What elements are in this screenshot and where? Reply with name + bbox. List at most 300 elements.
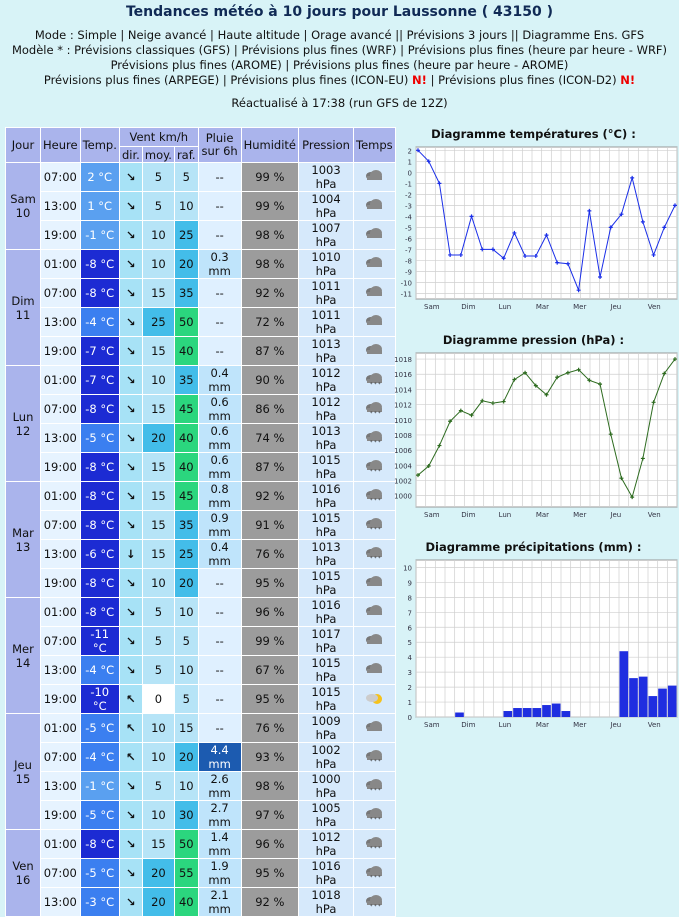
cell-temp: -8 °C (80, 250, 119, 279)
cell-humidity: 93 % (241, 743, 298, 772)
table-row (6, 221, 396, 250)
y-tick-label: -8 (405, 257, 412, 266)
mode-simple-link[interactable]: Simple (77, 28, 117, 42)
cell-pressure: 1015 hPa (299, 656, 354, 685)
cell-wind-gust: 15 (174, 714, 198, 743)
table-row (6, 801, 396, 830)
cell-temp: -8 °C (80, 598, 119, 627)
day-label: Ven 16 (6, 830, 41, 917)
cell-temp: -8 °C (80, 569, 119, 598)
cloudy-icon (364, 230, 384, 244)
cell-heure: 19:00 (41, 221, 81, 250)
cell-humidity: 98 % (241, 250, 298, 279)
cell-humidity: 92 % (241, 482, 298, 511)
x-tick-label: Mer (573, 303, 587, 311)
wind-dir-icon: ↘ (119, 279, 142, 308)
svg-text:* * *: * * * (370, 555, 382, 560)
y-tick-label: 1014 (394, 386, 412, 395)
data-bar (639, 677, 648, 717)
y-tick-label: 3 (407, 669, 412, 678)
table-row (6, 250, 396, 279)
cell-heure: 19:00 (41, 337, 81, 366)
col-heure: Heure (41, 128, 81, 163)
cell-rain: 1.9 mm (198, 859, 241, 888)
cell-heure: 01:00 (41, 830, 81, 859)
day-label: Dim 11 (6, 250, 41, 366)
model-gfs-link[interactable]: Prévisions classiques (GFS) (74, 43, 231, 57)
cell-wind-gust: 5 (174, 685, 198, 714)
x-tick-label: Mer (573, 721, 587, 729)
y-tick-label: -2 (405, 191, 412, 200)
cell-temp: -11 °C (80, 627, 119, 656)
cell-wind-avg: 15 (142, 453, 174, 482)
new-badge: N! (620, 73, 636, 87)
data-bar (620, 651, 629, 717)
cell-wind-gust: 40 (174, 888, 198, 917)
y-tick-label: -7 (405, 246, 412, 255)
cell-humidity: 95 % (241, 859, 298, 888)
page-title: Tendances météo à 10 jours pour Laussonne ( 43150 ) (125, 4, 554, 20)
data-bar (542, 705, 551, 717)
table-row (6, 830, 396, 859)
cell-humidity: 99 % (241, 192, 298, 221)
cell-heure: 13:00 (41, 308, 81, 337)
y-tick-label: 6 (407, 624, 412, 633)
cell-wind-avg: 20 (142, 888, 174, 917)
cell-rain: 4.4 mm (198, 743, 241, 772)
wind-dir-icon: ↘ (119, 569, 142, 598)
y-tick-label: -4 (405, 213, 412, 222)
cell-heure: 07:00 (41, 163, 81, 192)
x-tick-label: Mar (535, 721, 550, 729)
cell-humidity: 95 % (241, 685, 298, 714)
table-row (6, 569, 396, 598)
plot-area (416, 147, 677, 299)
table-row (6, 598, 396, 627)
cell-pressure: 1003 hPa (299, 163, 354, 192)
plot-area (416, 560, 677, 717)
col-jour: Jour (6, 128, 41, 163)
cell-temp: -1 °C (80, 221, 119, 250)
data-bar (629, 678, 638, 717)
wind-dir-icon: ↘ (119, 250, 142, 279)
cell-temp: -8 °C (80, 482, 119, 511)
cell-heure: 07:00 (41, 627, 81, 656)
cell-pressure: 1000 hPa (299, 772, 354, 801)
svg-text:* * *: * * * (370, 874, 382, 879)
cell-wind-avg: 10 (142, 221, 174, 250)
cell-heure: 07:00 (41, 395, 81, 424)
pressure-chart-title: Diagramme pression (hPa) : (442, 333, 625, 347)
cell-temp: 1 °C (80, 192, 119, 221)
table-row (6, 279, 396, 308)
cell-temp: -10 °C (80, 685, 119, 714)
y-tick-label: 2 (407, 147, 412, 156)
y-tick-label: 1 (407, 699, 412, 708)
temperature-chart-panel (388, 127, 679, 315)
snow-icon (364, 810, 384, 824)
table-row (6, 859, 396, 888)
cell-humidity: 99 % (241, 627, 298, 656)
cloudy-icon (364, 317, 384, 331)
table-row (6, 511, 396, 540)
x-tick-label: Jeu (610, 303, 622, 311)
cell-rain: -- (198, 598, 241, 627)
cell-wind-avg: 15 (142, 279, 174, 308)
cell-temp: -8 °C (80, 395, 119, 424)
x-tick-label: Lun (498, 303, 512, 311)
model-arpege-link[interactable]: Prévisions plus fines (ARPEGE) (43, 73, 220, 87)
cell-wind-avg: 25 (142, 308, 174, 337)
snow-icon (364, 491, 384, 505)
cell-wind-gust: 10 (174, 656, 198, 685)
cell-heure: 13:00 (41, 656, 81, 685)
table-row (6, 395, 396, 424)
cell-rain: -- (198, 714, 241, 743)
cell-temp: -7 °C (80, 337, 119, 366)
svg-text:* * *: * * * (370, 758, 382, 763)
cell-rain: -- (198, 192, 241, 221)
cell-pressure: 1013 hPa (299, 540, 354, 569)
cell-rain: 0.4 mm (198, 366, 241, 395)
wind-dir-icon: ↘ (119, 888, 142, 917)
cell-pressure: 1004 hPa (299, 192, 354, 221)
cell-pressure: 1011 hPa (299, 308, 354, 337)
y-tick-label: 2 (407, 684, 412, 693)
cloudy-icon (364, 578, 384, 592)
x-tick-label: Jeu (610, 511, 622, 519)
wind-dir-icon: ↘ (119, 337, 142, 366)
day-label: Sam 10 (6, 163, 41, 250)
cell-rain: 0.6 mm (198, 395, 241, 424)
cell-temp: -4 °C (80, 656, 119, 685)
data-bar (523, 708, 532, 717)
table-row (6, 482, 396, 511)
x-tick-label: Sam (424, 511, 440, 519)
col-temp: Temp. (80, 128, 119, 163)
x-tick-label: Jeu (610, 721, 622, 729)
cell-wind-avg: 15 (142, 830, 174, 859)
cell-pressure: 1016 hPa (299, 859, 354, 888)
y-tick-label: 1000 (394, 492, 412, 501)
snow-icon (364, 404, 384, 418)
cell-wind-gust: 40 (174, 424, 198, 453)
cell-wind-gust: 50 (174, 830, 198, 859)
cell-wind-gust: 20 (174, 250, 198, 279)
cell-rain: 2.1 mm (198, 888, 241, 917)
cell-wind-avg: 20 (142, 859, 174, 888)
cell-wind-gust: 45 (174, 395, 198, 424)
svg-text:* * *: * * * (370, 439, 382, 444)
x-tick-label: Sam (424, 721, 440, 729)
cell-wind-gust: 5 (174, 627, 198, 656)
wind-dir-icon: ↘ (119, 424, 142, 453)
cell-temp: 2 °C (80, 163, 119, 192)
cell-humidity: 92 % (241, 888, 298, 917)
plot-area (416, 353, 677, 507)
cell-weather (354, 743, 396, 772)
svg-text:* * *: * * * (370, 845, 382, 850)
cell-heure: 01:00 (41, 250, 81, 279)
cell-heure: 01:00 (41, 714, 81, 743)
cell-heure: 07:00 (41, 859, 81, 888)
mode-3jours-link[interactable]: Prévisions 3 jours (406, 28, 508, 42)
table-row (6, 627, 396, 656)
cell-wind-avg: 5 (142, 656, 174, 685)
y-tick-label: -3 (405, 202, 412, 211)
cell-pressure: 1011 hPa (299, 279, 354, 308)
y-tick-label: -5 (405, 224, 412, 233)
cell-pressure: 1018 hPa (299, 888, 354, 917)
cell-humidity: 95 % (241, 569, 298, 598)
cell-wind-gust: 35 (174, 366, 198, 395)
table-row (6, 192, 396, 221)
cell-wind-avg: 10 (142, 569, 174, 598)
cell-rain: -- (198, 627, 241, 656)
x-tick-label: Lun (498, 511, 512, 519)
y-tick-label: 4 (407, 654, 412, 663)
cell-wind-avg: 5 (142, 192, 174, 221)
wind-dir-icon: ↘ (119, 511, 142, 540)
wind-dir-icon: ↘ (119, 598, 142, 627)
cell-heure: 01:00 (41, 366, 81, 395)
pressure-chart-panel (388, 333, 679, 523)
svg-text:* * *: * * * (370, 526, 382, 531)
y-tick-label: -6 (405, 235, 412, 244)
cell-temp: -8 °C (80, 279, 119, 308)
cell-wind-avg: 15 (142, 337, 174, 366)
cell-temp: -4 °C (80, 743, 119, 772)
cell-humidity: 97 % (241, 801, 298, 830)
cell-heure: 13:00 (41, 424, 81, 453)
y-tick-label: 1016 (394, 371, 412, 380)
table-row (6, 540, 396, 569)
snow-icon (364, 752, 384, 766)
cell-pressure: 1017 hPa (299, 627, 354, 656)
partly-cloudy-night-icon (364, 694, 384, 708)
cell-wind-gust: 40 (174, 337, 198, 366)
cell-pressure: 1013 hPa (299, 424, 354, 453)
page-header (0, 4, 679, 110)
model-arome-hourly-link[interactable]: Prévisions plus fines (heure par heure - AROME) (292, 58, 569, 72)
col-raf: raf. (174, 147, 198, 163)
mode-label: Mode : (34, 28, 74, 42)
x-tick-label: Lun (498, 721, 512, 729)
cell-pressure: 1002 hPa (299, 743, 354, 772)
model-icon-d2-link[interactable]: Prévisions plus fines (ICON-D2) (438, 73, 617, 87)
data-bar (533, 708, 542, 717)
wind-dir-icon: ↖ (119, 714, 142, 743)
cell-pressure: 1007 hPa (299, 221, 354, 250)
update-info: Réactualisé à 17:38 (run GFS de 12Z) (231, 96, 448, 110)
snow-icon (364, 868, 384, 882)
cell-temp: -5 °C (80, 801, 119, 830)
cell-heure: 01:00 (41, 482, 81, 511)
x-tick-label: Sam (424, 303, 440, 311)
mode-altitude-link[interactable]: Haute altitude (217, 28, 300, 42)
col-temps: Temps (354, 128, 396, 163)
cell-rain: -- (198, 279, 241, 308)
svg-text:* * *: * * * (370, 410, 382, 415)
y-tick-label: 1012 (394, 401, 412, 410)
wind-dir-icon: ↖ (119, 743, 142, 772)
cell-heure: 13:00 (41, 888, 81, 917)
precipitation-chart-title: Diagramme précipitations (mm) : (425, 540, 642, 554)
y-tick-label: 0 (407, 169, 412, 178)
cell-wind-avg: 5 (142, 772, 174, 801)
table-row (6, 308, 396, 337)
data-bar (504, 711, 513, 717)
cell-humidity: 96 % (241, 830, 298, 859)
cell-wind-gust: 5 (174, 163, 198, 192)
cell-pressure: 1016 hPa (299, 482, 354, 511)
mode-orage-link[interactable]: Orage avancé (311, 28, 392, 42)
cell-rain: -- (198, 163, 241, 192)
cell-rain: 2.6 mm (198, 772, 241, 801)
cell-humidity: 72 % (241, 308, 298, 337)
model-wrf-hourly-link[interactable]: Prévisions plus fines (heure par heure - WRF) (407, 43, 668, 57)
cell-rain: -- (198, 656, 241, 685)
cell-rain: -- (198, 221, 241, 250)
precipitation-chart-panel (388, 540, 679, 733)
cell-wind-gust: 10 (174, 772, 198, 801)
cell-wind-avg: 15 (142, 395, 174, 424)
x-tick-label: Dim (461, 303, 476, 311)
wind-dir-icon: ↘ (119, 453, 142, 482)
cell-wind-avg: 10 (142, 801, 174, 830)
snow-icon (364, 520, 384, 534)
model-label: Modèle * : (11, 43, 71, 57)
cell-wind-gust: 10 (174, 598, 198, 627)
cloudy-icon (364, 288, 384, 302)
cell-heure: 07:00 (41, 279, 81, 308)
snow-icon (364, 897, 384, 911)
x-tick-label: Dim (461, 511, 476, 519)
y-tick-label: -10 (400, 279, 412, 288)
cell-heure: 13:00 (41, 540, 81, 569)
snow-icon (364, 839, 384, 853)
table-row (6, 163, 396, 192)
cloudy-icon (364, 346, 384, 360)
svg-text:* * *: * * * (370, 816, 382, 821)
cell-humidity: 98 % (241, 772, 298, 801)
cell-rain: -- (198, 337, 241, 366)
y-tick-label: 0 (407, 714, 412, 722)
wind-dir-icon: ↘ (119, 163, 142, 192)
cell-humidity: 90 % (241, 366, 298, 395)
table-row (6, 714, 396, 743)
day-label: Jeu 15 (6, 714, 41, 830)
y-tick-label: 10 (403, 564, 412, 573)
x-tick-label: Mer (573, 511, 587, 519)
x-tick-label: Dim (461, 721, 476, 729)
cell-wind-avg: 15 (142, 511, 174, 540)
x-tick-label: Ven (647, 303, 661, 311)
data-bar (649, 696, 658, 717)
cell-temp: -8 °C (80, 830, 119, 859)
cell-pressure: 1015 hPa (299, 569, 354, 598)
cell-temp: -5 °C (80, 424, 119, 453)
cell-rain: 1.4 mm (198, 830, 241, 859)
snow-icon (364, 549, 384, 563)
y-tick-label: 1018 (394, 356, 412, 365)
mode-ens-gfs-link[interactable]: Diagramme Ens. GFS (522, 28, 645, 42)
cell-pressure: 1015 hPa (299, 685, 354, 714)
svg-text:* * *: * * * (370, 903, 382, 908)
cell-temp: -1 °C (80, 772, 119, 801)
x-tick-label: Mar (535, 303, 550, 311)
cell-rain: 0.8 mm (198, 482, 241, 511)
wind-dir-icon: ↘ (119, 192, 142, 221)
y-tick-label: 1008 (394, 431, 412, 440)
cell-humidity: 86 % (241, 395, 298, 424)
new-badge: N! (412, 73, 427, 87)
model-wrf-link[interactable]: Prévisions plus fines (WRF) (241, 43, 397, 57)
cell-wind-gust: 35 (174, 279, 198, 308)
y-tick-label: 7 (407, 609, 412, 618)
cell-humidity: 76 % (241, 714, 298, 743)
cell-heure: 13:00 (41, 192, 81, 221)
table-row (6, 453, 396, 482)
svg-text:* * *: * * * (370, 497, 382, 502)
wind-dir-icon: ↓ (119, 540, 142, 569)
table-row (6, 772, 396, 801)
y-tick-label: 5 (407, 639, 412, 648)
model-arome-link[interactable]: Prévisions plus fines (AROME) (110, 58, 282, 72)
wind-dir-icon: ↘ (119, 627, 142, 656)
cell-humidity: 67 % (241, 656, 298, 685)
precipitation-chart (388, 554, 679, 729)
wind-dir-icon: ↘ (119, 308, 142, 337)
cell-temp: -4 °C (80, 308, 119, 337)
model-icon-eu-link[interactable]: Prévisions plus fines (ICON-EU) (230, 73, 409, 87)
cell-weather (354, 859, 396, 888)
cell-weather (354, 888, 396, 917)
wind-dir-icon: ↘ (119, 656, 142, 685)
cell-humidity: 76 % (241, 540, 298, 569)
model-line-2: Prévisions plus fines (AROME) | Prévisions plus fines (heure par heure - AROME) (110, 58, 569, 72)
cell-wind-gust: 25 (174, 540, 198, 569)
cell-heure: 07:00 (41, 511, 81, 540)
wind-dir-icon: ↘ (119, 366, 142, 395)
cell-pressure: 1013 hPa (299, 337, 354, 366)
cell-temp: -5 °C (80, 859, 119, 888)
data-bar (668, 686, 677, 717)
cell-rain: 0.3 mm (198, 250, 241, 279)
cell-pressure: 1016 hPa (299, 598, 354, 627)
wind-dir-icon: ↘ (119, 772, 142, 801)
col-pression: Pression (299, 128, 354, 163)
cell-rain: -- (198, 308, 241, 337)
cell-wind-gust: 20 (174, 569, 198, 598)
wind-dir-icon: ↘ (119, 859, 142, 888)
cell-weather (354, 772, 396, 801)
cell-pressure: 1012 hPa (299, 395, 354, 424)
cell-heure: 19:00 (41, 453, 81, 482)
mode-line: Mode : Simple | Neige avancé | Haute altitude | Orage avancé || Prévisions 3 jours || Diagramme Ens. GFS (34, 28, 645, 42)
cell-wind-avg: 10 (142, 366, 174, 395)
model-line-1: Modèle * : Prévisions classiques (GFS) | Prévisions plus fines (WRF) | Prévisions plus fines (heure par heure - WRF) (11, 43, 668, 57)
pressure-chart (388, 347, 679, 519)
x-tick-label: Ven (647, 721, 661, 729)
cell-temp: -5 °C (80, 714, 119, 743)
mode-neige-link[interactable]: Neige avancé (127, 28, 207, 42)
cell-rain: 2.7 mm (198, 801, 241, 830)
cell-humidity: 99 % (241, 163, 298, 192)
cell-humidity: 87 % (241, 453, 298, 482)
forecast-table (5, 127, 396, 917)
cell-wind-gust: 20 (174, 743, 198, 772)
